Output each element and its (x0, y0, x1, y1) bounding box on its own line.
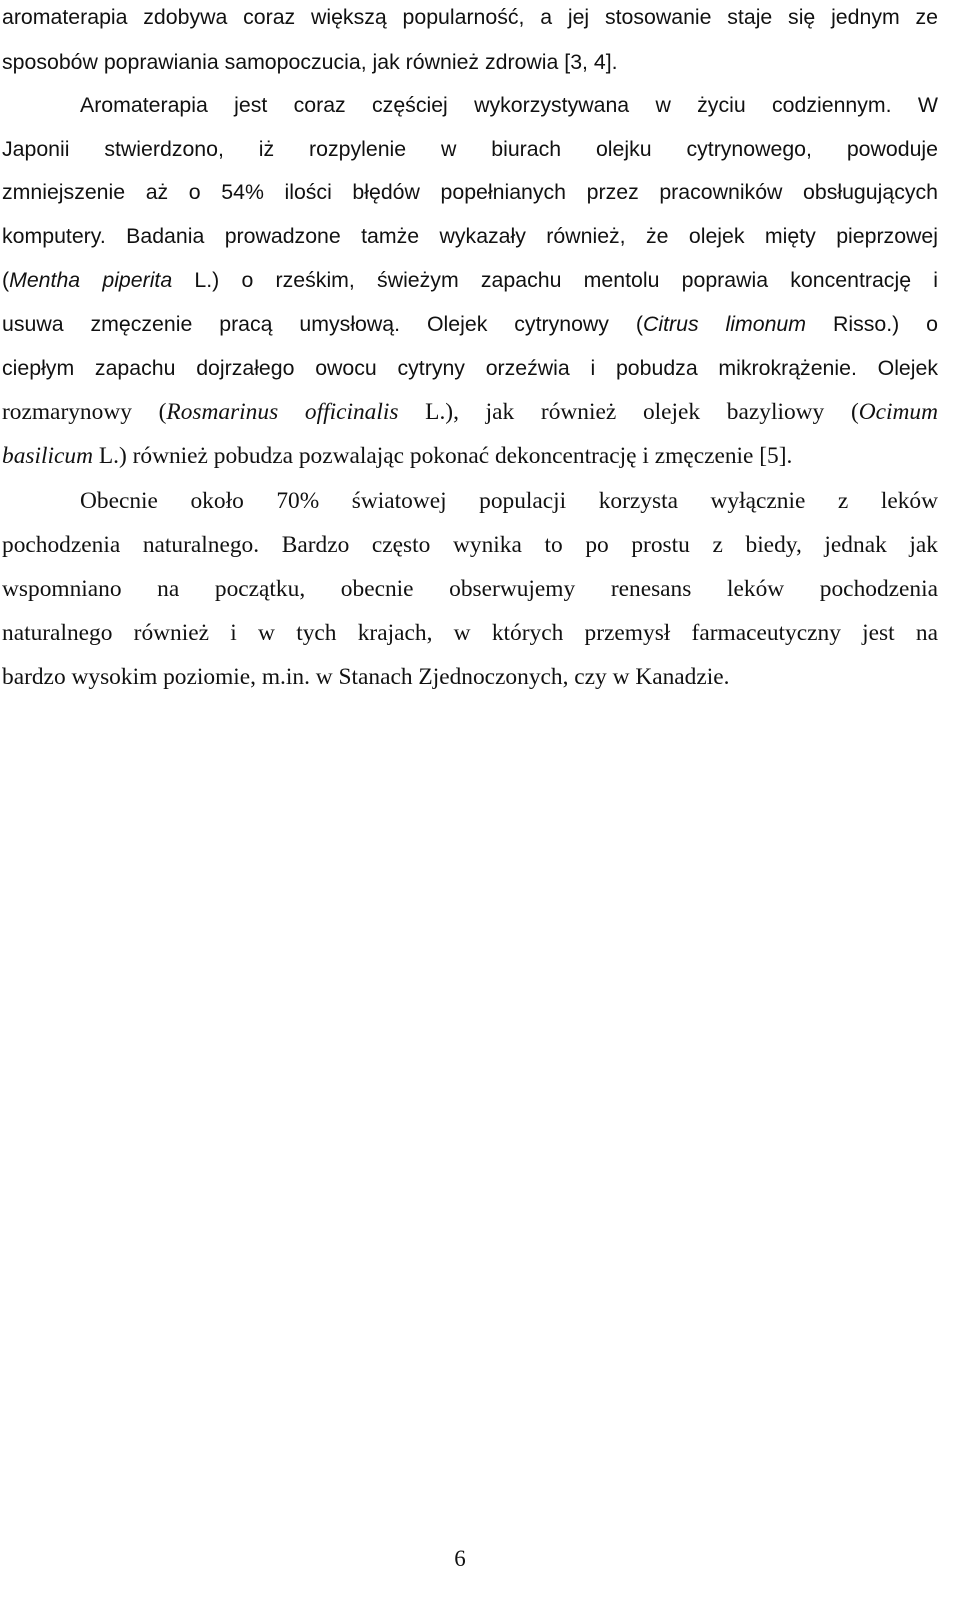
text-fragment: ( (2, 268, 10, 292)
text-line: ciepłym zapachu dojrzałego owocu cytryny orzeźwia i pobudza mikrokrążenie. Olejek (2, 356, 938, 380)
text-line: naturalnego również i w tych krajach, w których przemysł farmaceutyczny jest na (2, 620, 938, 646)
text-fragment: L.) również pobudza pozwalając pokonać dekoncentrację i zmęczenie [5]. (92, 443, 793, 469)
text-line: bardzo wysokim poziomie, m.in. w Stanach Zjednoczonych, czy w Kanadzie. (2, 664, 730, 690)
text-fragment: usuwa zmęczenie pracą umysłową. Olejek cytrynowy ( (2, 312, 643, 336)
text-line: sposobów poprawiania samopoczucia, jak również zdrowia [3, 4]. (2, 50, 618, 74)
text-fragment: rozmarynowy ( (2, 399, 167, 425)
text-line: zmniejszenie aż o 54% ilości błędów popełnianych przez pracowników obsługujących (2, 180, 938, 204)
species-name: Ocimum (858, 399, 938, 425)
text-line: Japonii stwierdzono, iż rozpylenie w biurach olejku cytrynowego, powoduje (2, 137, 938, 161)
text-line: wspomniano na początku, obecnie obserwujemy renesans leków pochodzenia (2, 576, 938, 602)
text-line: komputery. Badania prowadzone tamże wykazały również, że olejek mięty pieprzowej (2, 224, 938, 248)
paragraph-first-line: Obecnie około 70% światowej populacji korzysta wyłącznie z leków (80, 488, 938, 514)
species-name: Rosmarinus officinalis (166, 399, 399, 425)
text-line (2, 265, 938, 295)
text-line (2, 309, 938, 339)
text-line: pochodzenia naturalnego. Bardzo często wynika to po prostu z biedy, jednak jak (2, 532, 938, 558)
text-line (2, 397, 938, 427)
text-fragment: L.) o rześkim, świeżym zapachu mentolu poprawia koncentrację i (172, 268, 938, 292)
species-name: basilicum (2, 443, 93, 469)
text-line (2, 441, 938, 471)
species-name: Citrus limonum (642, 312, 807, 336)
species-name: Mentha piperita (9, 268, 173, 292)
paragraph-first-line: Aromaterapia jest coraz częściej wykorzystywana w życiu codziennym. W (80, 93, 938, 117)
text-fragment: L.), jak również olejek bazyliowy ( (398, 399, 859, 425)
text-fragment: Risso.) o (806, 312, 938, 336)
page-number: 6 (454, 1546, 466, 1571)
text-line: aromaterapia zdobywa coraz większą popularność, a jej stosowanie staje się jednym ze (2, 5, 938, 29)
